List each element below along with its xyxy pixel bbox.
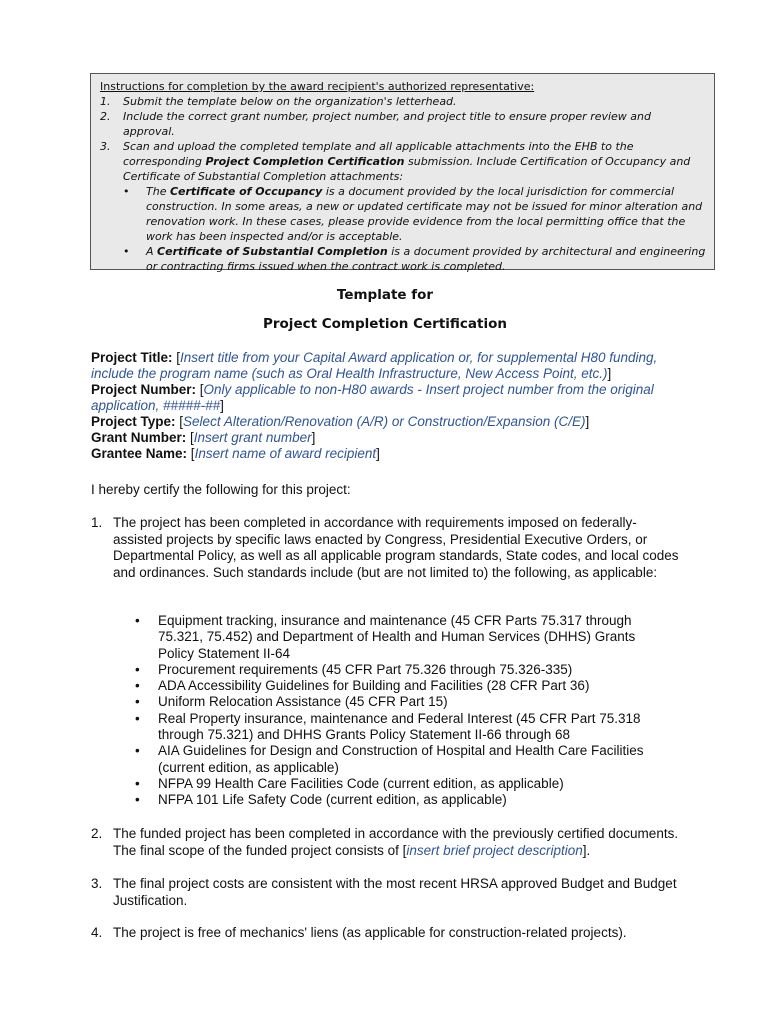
instruction-item: 3. Scan and upload the completed template and all applicable attachments into the EHB to the corresponding Project Completion Certification submission. Include Certification of Occupancy and Certificate of Substantial Completion attachments: • The Certificate of Occupancy is a document provided by the local jurisdiction for commercial construction. In some areas, a new or updated certificate may not be issued for minor alteration and renovation work. In these cases, please provide evidence from the local permitting office that the work has been inspected and/or is acceptable. • A Certificate of Substantial Completion is a document provided by architectural and engineering or contracting firms issued when the contract work is completed. xyxy=(100,140,706,273)
standards-item: • NFPA 101 Life Safety Code (current edition, as applicable) xyxy=(135,792,507,808)
standards-item: • NFPA 99 Health Care Facilities Code (current edition, as applicable) xyxy=(135,775,564,791)
instructions-box xyxy=(90,73,715,273)
sub-bullet: • The Certificate of Occupancy is a document provided by the local jurisdiction for commercial construction. In some areas, a new or updated certificate may not be issued for minor alteration and renovation work. In these cases, please provide evidence from the local permitting office that the work has been inspected and/or is acceptable. xyxy=(123,185,703,243)
title-line-2: Project Completion Certification xyxy=(262,316,507,332)
instruction-sub-bullets xyxy=(123,184,706,274)
standards-item: • Procurement requirements (45 CFR Part 75.326 through 75.326-335) xyxy=(135,661,573,677)
certification-item-1: 1. The project has been completed in accordance with requirements imposed on federally-assisted projects by specific laws enacted by Congress, Presidential Executive Orders, or Departmental Policy, as well as all applicable program standards, State codes, and local codes and ordinances. Such standards include (but are not limited to) the following, as applicable: xyxy=(91,515,679,580)
project-title-placeholder[interactable]: Insert title from your Capital Award application or, for supplemental H80 funding, include the program name (such as Oral Health Infrastructure, New Access Point, etc.) xyxy=(91,350,658,381)
standards-item: • ADA Accessibility Guidelines for Building and Facilities (28 CFR Part 36) xyxy=(135,678,590,694)
certification-item-3: 3. The final project costs are consistent with the most recent HRSA approved Budget and Budget Justification. xyxy=(91,876,677,908)
project-type-placeholder[interactable]: Select Alteration/Renovation (A/R) or Construction/Expansion (C/E) xyxy=(183,414,586,429)
grantee-name-placeholder[interactable]: Insert name of award recipient xyxy=(194,446,377,461)
sub-bullet: • A Certificate of Substantial Completion is a document provided by architectural and engineering or contracting firms issued when the contract work is completed. xyxy=(123,245,706,273)
project-number-field: Project Number: [Only applicable to non-H80 awards - Insert project number from the original application, #####-##] xyxy=(91,382,654,413)
certification-item-2: 2. The funded project has been completed in accordance with the previously certified documents. The final scope of the funded project consists of [insert brief project description]. xyxy=(91,826,679,858)
standards-item: • Real Property insurance, maintenance and Federal Interest (45 CFR Part 75.318 through 75.321) and DHHS Grants Policy Statement II-66 through 68 xyxy=(135,710,641,743)
instructions-header: Instructions for completion by the award recipient's authorized representative: xyxy=(100,80,535,93)
certify-intro: I hereby certify the following for this project: xyxy=(91,482,351,497)
certification-item-4: 4. The project is free of mechanics' liens (as applicable for construction-related projects). xyxy=(91,925,627,940)
project-type-field: Project Type: [Select Alteration/Renovation (A/R) or Construction/Expansion (C/E)] xyxy=(91,414,590,429)
project-fields xyxy=(91,350,691,462)
instructions-list xyxy=(100,94,706,274)
standards-list xyxy=(135,613,665,809)
instruction-item: 1. Submit the template below on the organization's letterhead. xyxy=(100,95,457,108)
title-line-1: Template for xyxy=(336,287,434,303)
grant-number-field: Grant Number: [Insert grant number] xyxy=(91,430,316,445)
standards-item: • Uniform Relocation Assistance (45 CFR Part 15) xyxy=(135,694,448,710)
project-title-field: Project Title: [Insert title from your Capital Award application or, for supplemental H80 funding, include the program name (such as Oral Health Infrastructure, New Access Point, etc.)] xyxy=(91,350,658,381)
project-number-placeholder[interactable]: Only applicable to non-H80 awards - Insert project number from the original application, #####-## xyxy=(91,382,654,413)
standards-item: • AIA Guidelines for Design and Construction of Hospital and Health Care Facilities (current edition, as applicable) xyxy=(135,743,644,775)
instruction-item: 2. Include the correct grant number, project number, and project title to ensure proper review and approval. xyxy=(100,110,651,138)
grant-number-placeholder[interactable]: Insert grant number xyxy=(193,430,312,445)
standards-item: • Equipment tracking, insurance and maintenance (45 CFR Parts 75.317 through 75.321, 75.452) and Department of Health and Human Services (DHHS) Grants Policy Statement II-64 xyxy=(135,613,636,661)
project-description-placeholder[interactable]: insert brief project description xyxy=(406,842,583,858)
grantee-name-field: Grantee Name: [Insert name of award recipient] xyxy=(91,446,380,461)
